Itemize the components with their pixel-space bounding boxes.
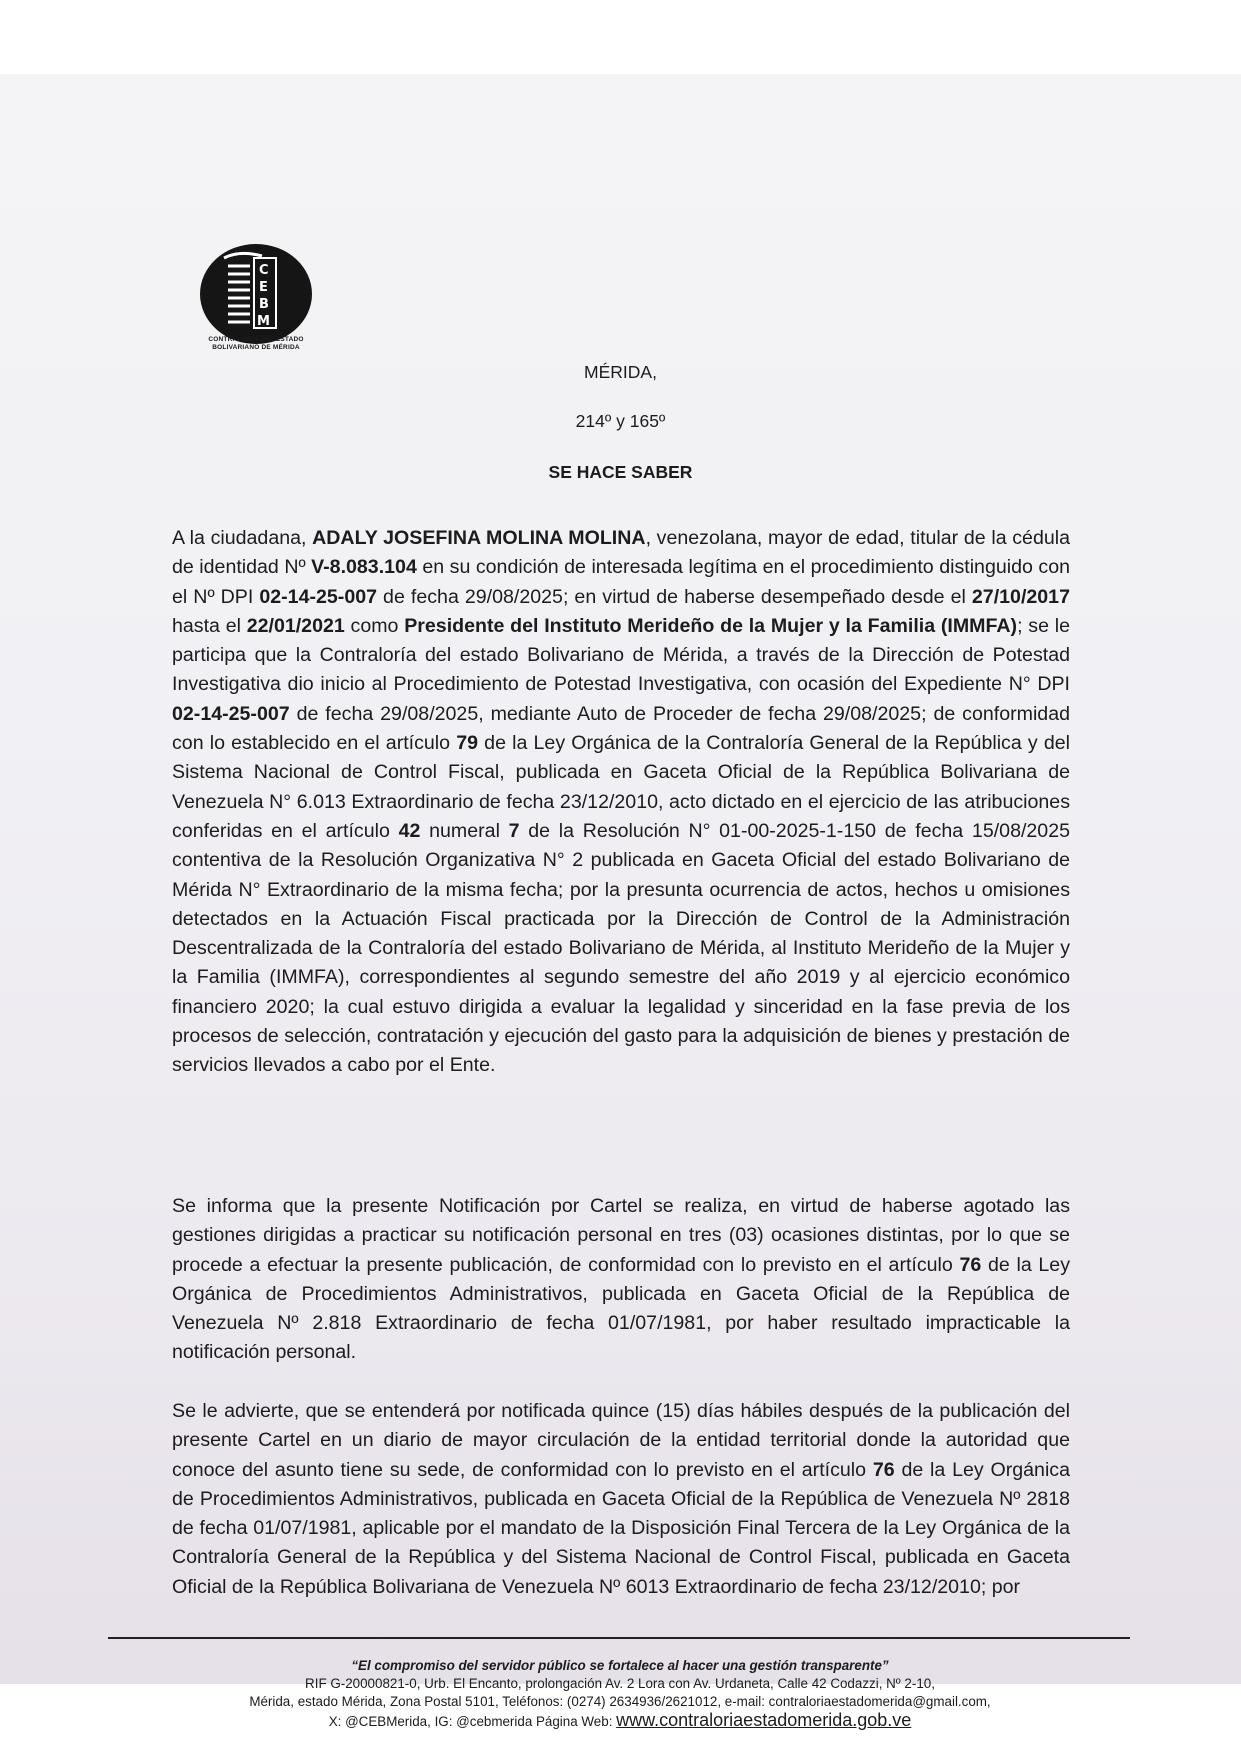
bold-text-run: 22/01/2021	[246, 614, 345, 637]
footer-rif: RIF G-20000821-0, Urb. El Encanto, prolongación Av. 2 Lora con Av. Urdaneta, Calle 42 Codazzi, Nº 2-10,	[305, 1676, 935, 1691]
footer-social: X: @CEBMerida, IG: @cebmerida Página Web:	[328, 1714, 617, 1729]
notice-title: SE HACE SABER	[548, 462, 693, 482]
logo-letter-c: C	[259, 263, 269, 278]
footer-divider	[108, 1637, 1130, 1639]
website-link[interactable]: www.contraloriaestadomerida.gob.ve	[616, 1710, 912, 1730]
logo-emblem	[200, 244, 312, 344]
bold-text-run: 76	[872, 1458, 895, 1481]
city-heading: MÉRIDA,	[584, 362, 657, 382]
text-run: en su condición de interesada legítima en el procedimiento distinguido con el Nº DPI	[172, 556, 1070, 608]
building-icon	[200, 244, 312, 344]
text-run: A la ciudadana,	[172, 527, 313, 549]
text-run: de la Ley Orgánica de la Contraloría General de la República y del Sistema Nacional de Control Fiscal, publicada en Gaceta Oficial de la República Bolivariana de Venezuela N° 6.013 Extraordinario de fecha 23/12/2010, acto dictado en el ejercicio de las atribuciones conferidas en el artículo	[172, 732, 1070, 842]
logo-letter-m: M	[257, 314, 270, 329]
notice-paragraph-1	[172, 524, 1070, 1081]
text-run: de la Ley Orgánica de Procedimientos Administrativos, publicada en Gaceta Oficial de la República de Venezuela Nº 2818 de fecha 01/07/1981, aplicable por el mandato de la Disposición Final Tercera de la Ley Orgánica de la Contraloría General de la República y del Sistema Nacional de Control Fiscal, publicada en Gaceta Oficial de la República Bolivariana de Venezuela Nº 6013 Extraordinario de fecha 23/12/2010; por	[172, 1458, 1070, 1598]
cebm-logo	[182, 244, 342, 354]
bold-text-run: 02-14-25-007	[172, 702, 290, 725]
text-run: Se le advierte, que se entenderá por notificada quince (15) días hábiles después de la publicación del presente Cartel en un diario de mayor circulación de la entidad territorial donde la autoridad que conoce del asunto tiene su sede, de conformidad con lo previsto en el artículo	[172, 1400, 1070, 1481]
notice-paragraph-2	[172, 1192, 1070, 1368]
bold-text-run: ADALY JOSEFINA MOLINA MOLINA	[312, 527, 646, 549]
text-run: de fecha 29/08/2025, mediante Auto de Proceder de fecha 29/08/2025; de conformidad con lo establecido en el artículo	[172, 702, 1070, 755]
text-run: de la Ley Orgánica de Procedimientos Administrativos, publicada en Gaceta Oficial de la República de Venezuela Nº 2.818 Extraordinario de fecha 01/07/1981, por haber resultado impracticable la notificación personal.	[172, 1253, 1071, 1364]
logo-letter-b: B	[259, 297, 269, 312]
footer-motto: “El compromiso del servidor público se fortalece al hacer una gestión transparente”	[351, 1658, 889, 1673]
notice-paragraph-3	[172, 1397, 1070, 1602]
footer-web	[140, 1711, 1100, 1731]
bold-text-run: 42	[398, 819, 421, 842]
bold-text-run: 7	[508, 819, 520, 842]
text-run: numeral	[420, 819, 509, 842]
footer-address: Mérida, estado Mérida, Zona Postal 5101, Teléfonos: (0274) 2634936/2621012, e-mail: contraloriaestadomerida@gmail.com,	[249, 1694, 991, 1709]
text-run: hasta el	[172, 614, 247, 637]
years-heading: 214º y 165º	[575, 411, 666, 431]
logo-caption-line2: BOLIVARIANO DE MÉRIDA	[212, 344, 300, 351]
text-run: como	[344, 614, 405, 637]
bold-text-run: Presidente del Instituto Merideño de la Mujer y la Familia (IMMFA)	[404, 614, 1018, 637]
logo-caption-line1: CONTRALORÍA DEL ESTADO	[208, 336, 304, 343]
logo-caption	[182, 336, 330, 352]
bold-text-run: 79	[456, 732, 479, 755]
bold-text-run: 76	[959, 1253, 982, 1276]
bold-text-run: V-8.083.104	[311, 556, 417, 579]
bold-text-run: 02-14-25-007	[259, 585, 378, 608]
document-sheet	[0, 74, 1241, 1730]
logo-letter-e: E	[259, 280, 268, 295]
bold-text-run: 27/10/2017	[971, 585, 1070, 608]
text-run: de fecha 29/08/2025; en virtud de haberse desempeñado desde el	[377, 585, 972, 608]
text-run: de la Resolución N° 01-00-2025-1-150 de fecha 15/08/2025 contentiva de la Resolución Organizativa N° 2 publicada en Gaceta Oficial del estado Bolivariano de Mérida N° Extraordinario de la misma fecha; por la presunta ocurrencia de actos, hechos u omisiones detectados en la Actuación Fiscal practicada por la Dirección de Control de la Administración Descentralizada de la Contraloría del estado Bolivariano de Mérida, al Instituto Merideño de la Mujer y la Familia (IMMFA), correspondientes al segundo semestre del año 2019 y al ejercicio económico financiero 2020; la cual estuvo dirigida a evaluar la legalidad y sinceridad en la fase previa de los procesos de selección, contratación y ejecución del gasto para la adquisición de bienes y prestación de servicios llevados a cabo por el Ente.	[172, 819, 1070, 1077]
text-run: ; se le participa que la Contraloría del estado Bolivariano de Mérida, a través de la Dirección de Potestad Investigativa dio inicio al Procedimiento de Potestad Investigativa, con ocasión del Expediente N° DPI	[172, 614, 1070, 696]
text-run: , venezolana, mayor de edad, titular de la cédula de identidad Nº	[172, 527, 1070, 579]
text-run: Se informa que la presente Notificación por Cartel se realiza, en virtud de haberse agotado las gestiones dirigidas a practicar su notificación personal en tres (03) ocasiones distintas, por lo que se procede a efectuar la presente publicación, de conformidad con lo previsto en el artículo	[172, 1195, 1070, 1276]
